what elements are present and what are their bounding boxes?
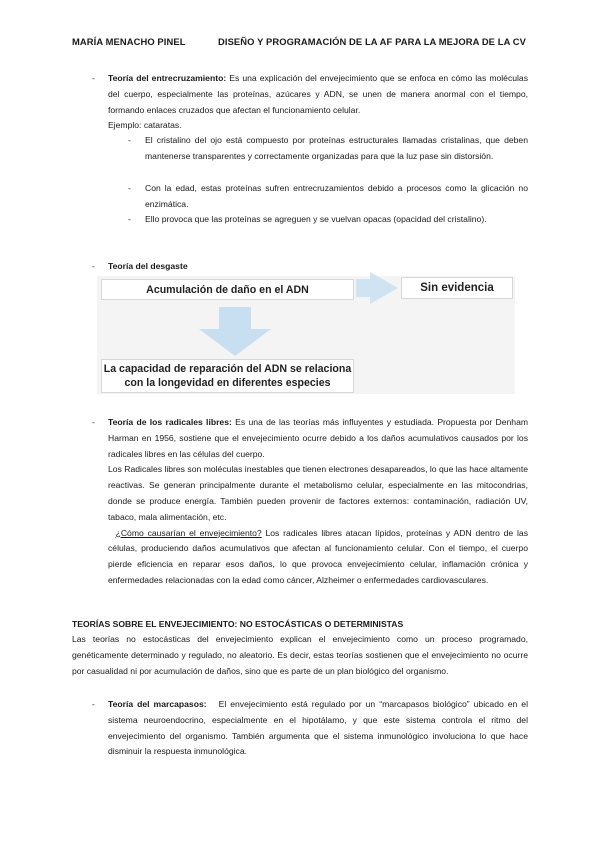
radicales-p2: Los Radicales libres son moléculas inestables que tienen electrones desapareados, lo que las hace altamente reactivas. Se generan principalmente durante el metabolismo celular, especialmente en las mitocondrias, donde se produce energía. También pueden provenir de factores externos: contaminación, radiación UV, tabaco, mala alimentación, etc.: [108, 464, 528, 522]
diagram-box-adn: Acumulación de daño en el ADN: [101, 279, 354, 300]
entrecruzamiento-text: Es una explicación del envejecimiento que se enfoca en cómo las moléculas del cuerpo, especialmente las proteínas, azúcares y ADN, se unen de manera anormal con el tiempo, formando enlaces cruzados que afectan el funcionamiento celular.: [108, 73, 529, 115]
entrecruzamiento-subitem: Con la edad, estas proteínas sufren entrecruzamientos debido a procesos como la glicación no enzimática.: [145, 183, 528, 209]
entrecruzamiento-subitem: Ello provoca que las proteínas se agreguen y se vuelvan opacas (opacidad del cristalino).: [145, 214, 487, 224]
marcapasos-label: Teoría del marcapasos:: [108, 699, 207, 709]
header-title: DISEÑO Y PROGRAMACIÓN DE LA AF PARA LA MEJORA DE LA CV: [218, 36, 527, 47]
radicales-block: [108, 415, 528, 589]
radicales-label: Teoría de los radicales libres:: [108, 417, 232, 427]
entrecruzamiento-subitem: El cristalino del ojo está compuesto por proteínas estructurales llamadas cristalinas, que deben mantenerse transparentes y correctamente organizadas para que la luz pase sin distorsión.: [145, 135, 528, 161]
section-heading: TEORÍAS SOBRE EL ENVEJECIMIENTO: NO ESTOCÁSTICAS O DETERMINISTAS: [72, 619, 404, 629]
bullet-dash: -: [128, 214, 131, 224]
bullet-dash: -: [92, 699, 95, 709]
marcapasos-block: [108, 697, 528, 760]
desgaste-label: Teoría del desgaste: [108, 261, 188, 271]
diagram-box-sin-evidencia: Sin evidencia: [401, 277, 513, 299]
radicales-p3: Los radicales libres atacan lípidos, proteínas y ADN dentro de las células, produciendo daños acumulativos que afectan al funcionamiento celular. Con el tiempo, el cuerpo pierde eficiencia en reparar esos daños, lo que provoca envejecimiento celular, inflamación crónica y enfermedades relacionadas con la edad como cáncer, Alzheimer o enfermedades cardiovasculares.: [108, 527, 528, 585]
diagram-box-reparacion-line2: con la longevidad en diferentes especies: [124, 377, 331, 389]
header-author: MARÍA MENACHO PINEL: [72, 36, 186, 47]
bullet-dash: -: [92, 417, 95, 427]
entrecruzamiento-label: Teoría del entrecruzamiento:: [108, 73, 227, 83]
radicales-p1: Es una de las teorías más influyentes y estudiada. Propuesta por Denham Harman en 1956, sostiene que el envejecimiento ocurre debido a los daños acumulativos causados por los radicales libres en las células del cuerpo.: [108, 417, 529, 459]
diagram-box-reparacion: [101, 359, 354, 393]
section-intro: Las teorías no estocásticas del envejecimiento explican el envejecimiento como un proceso programado, genéticamente determinado y regulado, no aleatorio. Es decir, estas teorías sostienen que el envejecimiento no ocurre por casualidad ni por acumulación de daños, sino que es parte de un plan biológico del organismo.: [72, 634, 528, 676]
bullet-dash: -: [128, 135, 131, 145]
bullet-dash: -: [128, 183, 131, 193]
marcapasos-text: El envejecimiento está regulado por un “marcapasos biológico” ubicado en el sistema neuroendocrino, especialmente en el hipotálamo, y que este sistema controla el ritmo del envejecimiento del organismo. También argumenta que el sistema inmunológico involuciona lo que hace disminuir la respuesta inmunológica.: [108, 699, 528, 757]
radicales-question: ¿Cómo causarían el envejecimiento?: [115, 527, 262, 538]
bullet-dash: -: [92, 261, 95, 271]
entrecruzamiento-example: Ejemplo: cataratas.: [108, 120, 182, 131]
bullet-dash: -: [92, 73, 95, 83]
entrecruzamiento-block: [108, 71, 528, 134]
diagram-box-reparacion-line1: La capacidad de reparación del ADN se relaciona: [103, 363, 352, 375]
